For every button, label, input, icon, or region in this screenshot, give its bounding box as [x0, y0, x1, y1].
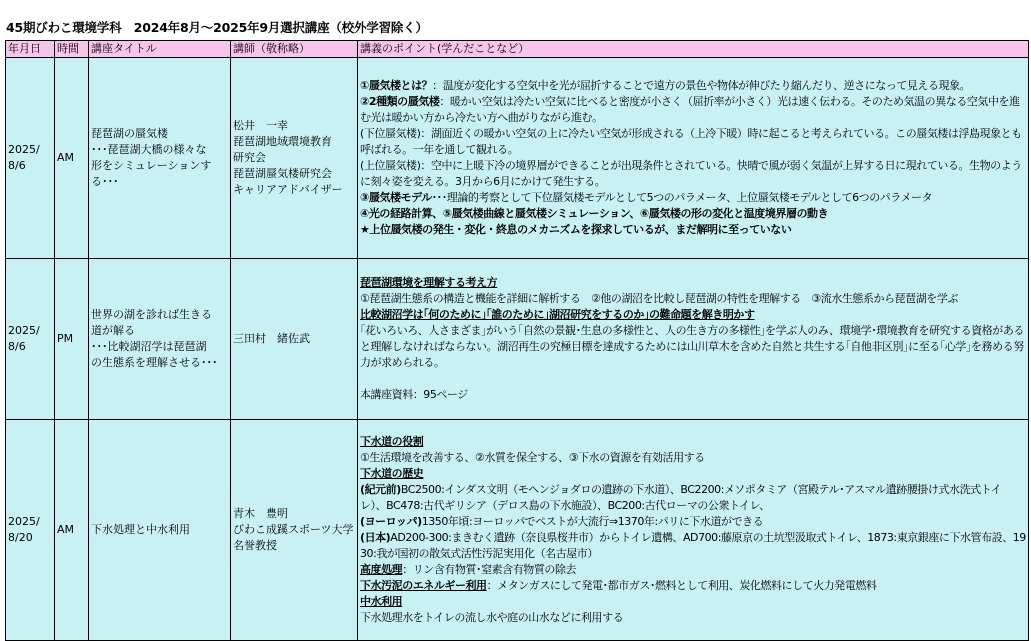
point-line: ①蜃気楼とは？：温度が変化する空気中を光が屈折することで遠方の景色や物体が伸びたり縮んだり、逆さになって見える現象。 — [360, 79, 971, 92]
point-line: 高度処理：リン含有物質･窒素含有物質の除去 — [360, 563, 577, 576]
header-time: 時間 — [55, 41, 89, 58]
point-line: 下水道の歴史 — [360, 467, 424, 480]
course-title-cell — [89, 58, 231, 259]
point-line: ④光の経路計算、⑤蜃気楼曲線と蜃気楼シミュレーション、⑥蜃気楼の形の変化と温度境界層の動き — [360, 207, 829, 220]
point-line: (下位蜃気楼)：湖面近くの暖かい空気の上に冷たい空気が形成される（上冷下暖）時に起こると考えられている。この蜃気楼は浮島現象とも呼ばれる。一年を通して観れる。 — [360, 127, 1022, 156]
lecture-table — [5, 40, 1029, 641]
point-line: 下水道の役割 — [360, 435, 424, 448]
point-line: (日本)AD200-300:まきむく遺跡（奈良県桜井市）からトイレ遺構、AD700:藤原京の土坑型汲取式トイレ、1873:東京銀座に下水管布設、1930:我が国初の散気式活性汚泥実用化（名古屋市） — [360, 531, 1026, 560]
course-title-line: ･･･比較湖沼学は琵琶湖 — [91, 340, 207, 353]
lecturer-line: びわこ成蹊スポーツ大学 — [233, 523, 354, 536]
page-title: 45期びわこ環境学科 2024年8月～2025年9月選択講座（校外学習除く） — [6, 20, 428, 35]
time-cell: PM — [55, 259, 89, 420]
points-cell — [358, 58, 1029, 259]
lecturer-line: 名誉教授 — [233, 539, 277, 552]
course-title-line: 道が解る — [91, 324, 135, 337]
point-line: 中水利用 — [360, 595, 403, 608]
points-cell — [358, 259, 1029, 420]
course-title-cell — [89, 259, 231, 420]
course-title-line: 世界の湖を診れば生きる — [91, 308, 212, 321]
lecturer-cell — [231, 420, 358, 641]
point-line: ②2種類の蜃気楼：暖かい空気は冷たい空気に比べると密度が小さく（屈折率が小さく）光は速く伝わる。そのため気温の異なる空気中を進む光は暖かい方から冷たい方へ曲がりながら進む。 — [360, 95, 1020, 124]
table-row — [6, 259, 1029, 420]
header-date: 年月日 — [6, 41, 55, 58]
point-line: 琵琶湖環境を理解する考え方 — [360, 276, 498, 289]
point-line: ①琵琶湖生態系の構造と機能を詳細に解析する ②他の湖沼を比較し琵琶湖の特性を理解する ③流水生態系から琵琶湖を学ぶ — [360, 292, 958, 305]
date-cell — [6, 58, 55, 259]
course-title-line: 形をシミュレーションする･･･ — [91, 159, 212, 188]
point-line: (紀元前)BC2500:インダス文明（モヘンジョダロの遺跡の下水道）、BC2200:メソポタミア（宮殿テル･アスマル遺跡腰掛け式水洗式トイレ）、BC478:古代ギリシア（デロス島の下水施設）、BC200:古代ローマの公衆トイレ、 — [360, 483, 1002, 512]
lecturer-line: 琵琶湖地域環境教育 — [233, 135, 332, 148]
spacer — [360, 371, 1026, 387]
point-line: ｢花いろいろ、人さまざま｣がいう｢自然の景観･生息の多様性と、人の生き方の多様性｣を学ぶ人のみ、環境学･環境教育を研究する資格があると理解しなければならない。湖沼再生の究極目標を達成するためには山川草木を含めた自然と共生する｢自他非区別｣に至る｢心学｣を務める努力が求められる。 — [360, 324, 1024, 369]
date-year: 2025/ — [8, 143, 40, 156]
point-line: ③蜃気楼モデル･･･理論的考察として下位蜃気楼モデルとして5つのパラメータ、上位蜃気楼モデルとして6つのパラメータ — [360, 191, 933, 204]
lecturer-cell — [231, 58, 358, 259]
point-line: 下水汚泥のエネルギー利用：メタンガスにして発電･都市ガス･燃料として利用、炭化燃料にして火力発電燃料 — [360, 579, 877, 592]
point-line: 比較湖沼学は｢何のために｣｢誰のために｣湖沼研究をするのか｣の難命題を解き明かす — [360, 308, 755, 321]
date-year: 2025/ — [8, 324, 40, 337]
date-day: 8/20 — [8, 531, 33, 544]
time-cell: AM — [55, 58, 89, 259]
table-row — [6, 420, 1029, 641]
lecturer-line: 松井 一幸 — [233, 119, 288, 132]
point-line: (ヨーロッパ)1350年頃:ヨーロッパでペストが大流行⇒1370年:パリに下水道ができる — [360, 515, 764, 528]
point-line: (上位蜃気楼)：空中に上暖下冷の境界層ができることが出現条件とされている。快晴で風が弱く気温が上昇する日に現れている。生物のように刻々姿を変える。3月から6月にかけて発生する。 — [360, 159, 1022, 188]
course-title-line: ･･･琵琶湖大橋の様々な — [91, 143, 207, 156]
header-points: 講義のポイント(学んだことなど） — [358, 41, 1029, 58]
course-title-line: 琵琶湖の蜃気楼 — [91, 127, 168, 140]
lecturer-cell: 三田村 緒佐武 — [231, 259, 358, 420]
date-day: 8/6 — [8, 159, 26, 172]
course-title-cell: 下水処理と中水利用 — [89, 420, 231, 641]
time-cell: AM — [55, 420, 89, 641]
table-row — [6, 58, 1029, 259]
point-line: 下水処理水をトイレの流し水や庭の山水などに利用する — [360, 611, 624, 624]
lecturer-line: 青木 豊明 — [233, 507, 288, 520]
date-cell — [6, 420, 55, 641]
date-year: 2025/ — [8, 515, 40, 528]
point-line: ①生活環境を改善する、②水質を保全する、③下水の資源を有効活用する — [360, 451, 705, 464]
point-line: 本講座資料：95ページ — [360, 388, 468, 401]
point-line: ★上位蜃気楼の発生・変化・終息のメカニズムを探求しているが、まだ解明に至っていない — [360, 223, 792, 236]
header-row — [6, 41, 1029, 58]
date-cell — [6, 259, 55, 420]
points-cell — [358, 420, 1029, 641]
lecturer-line: キャリアアドバイザー — [233, 183, 343, 196]
header-lecturer: 講師（敬称略） — [231, 41, 358, 58]
header-course-title: 講座タイトル — [89, 41, 231, 58]
lecturer-line: 琵琶湖蜃気楼研究会 — [233, 167, 332, 180]
lecturer-line: 研究会 — [233, 151, 266, 164]
date-day: 8/6 — [8, 340, 26, 353]
course-title-line: の生態系を理解させる･･･ — [91, 356, 218, 369]
